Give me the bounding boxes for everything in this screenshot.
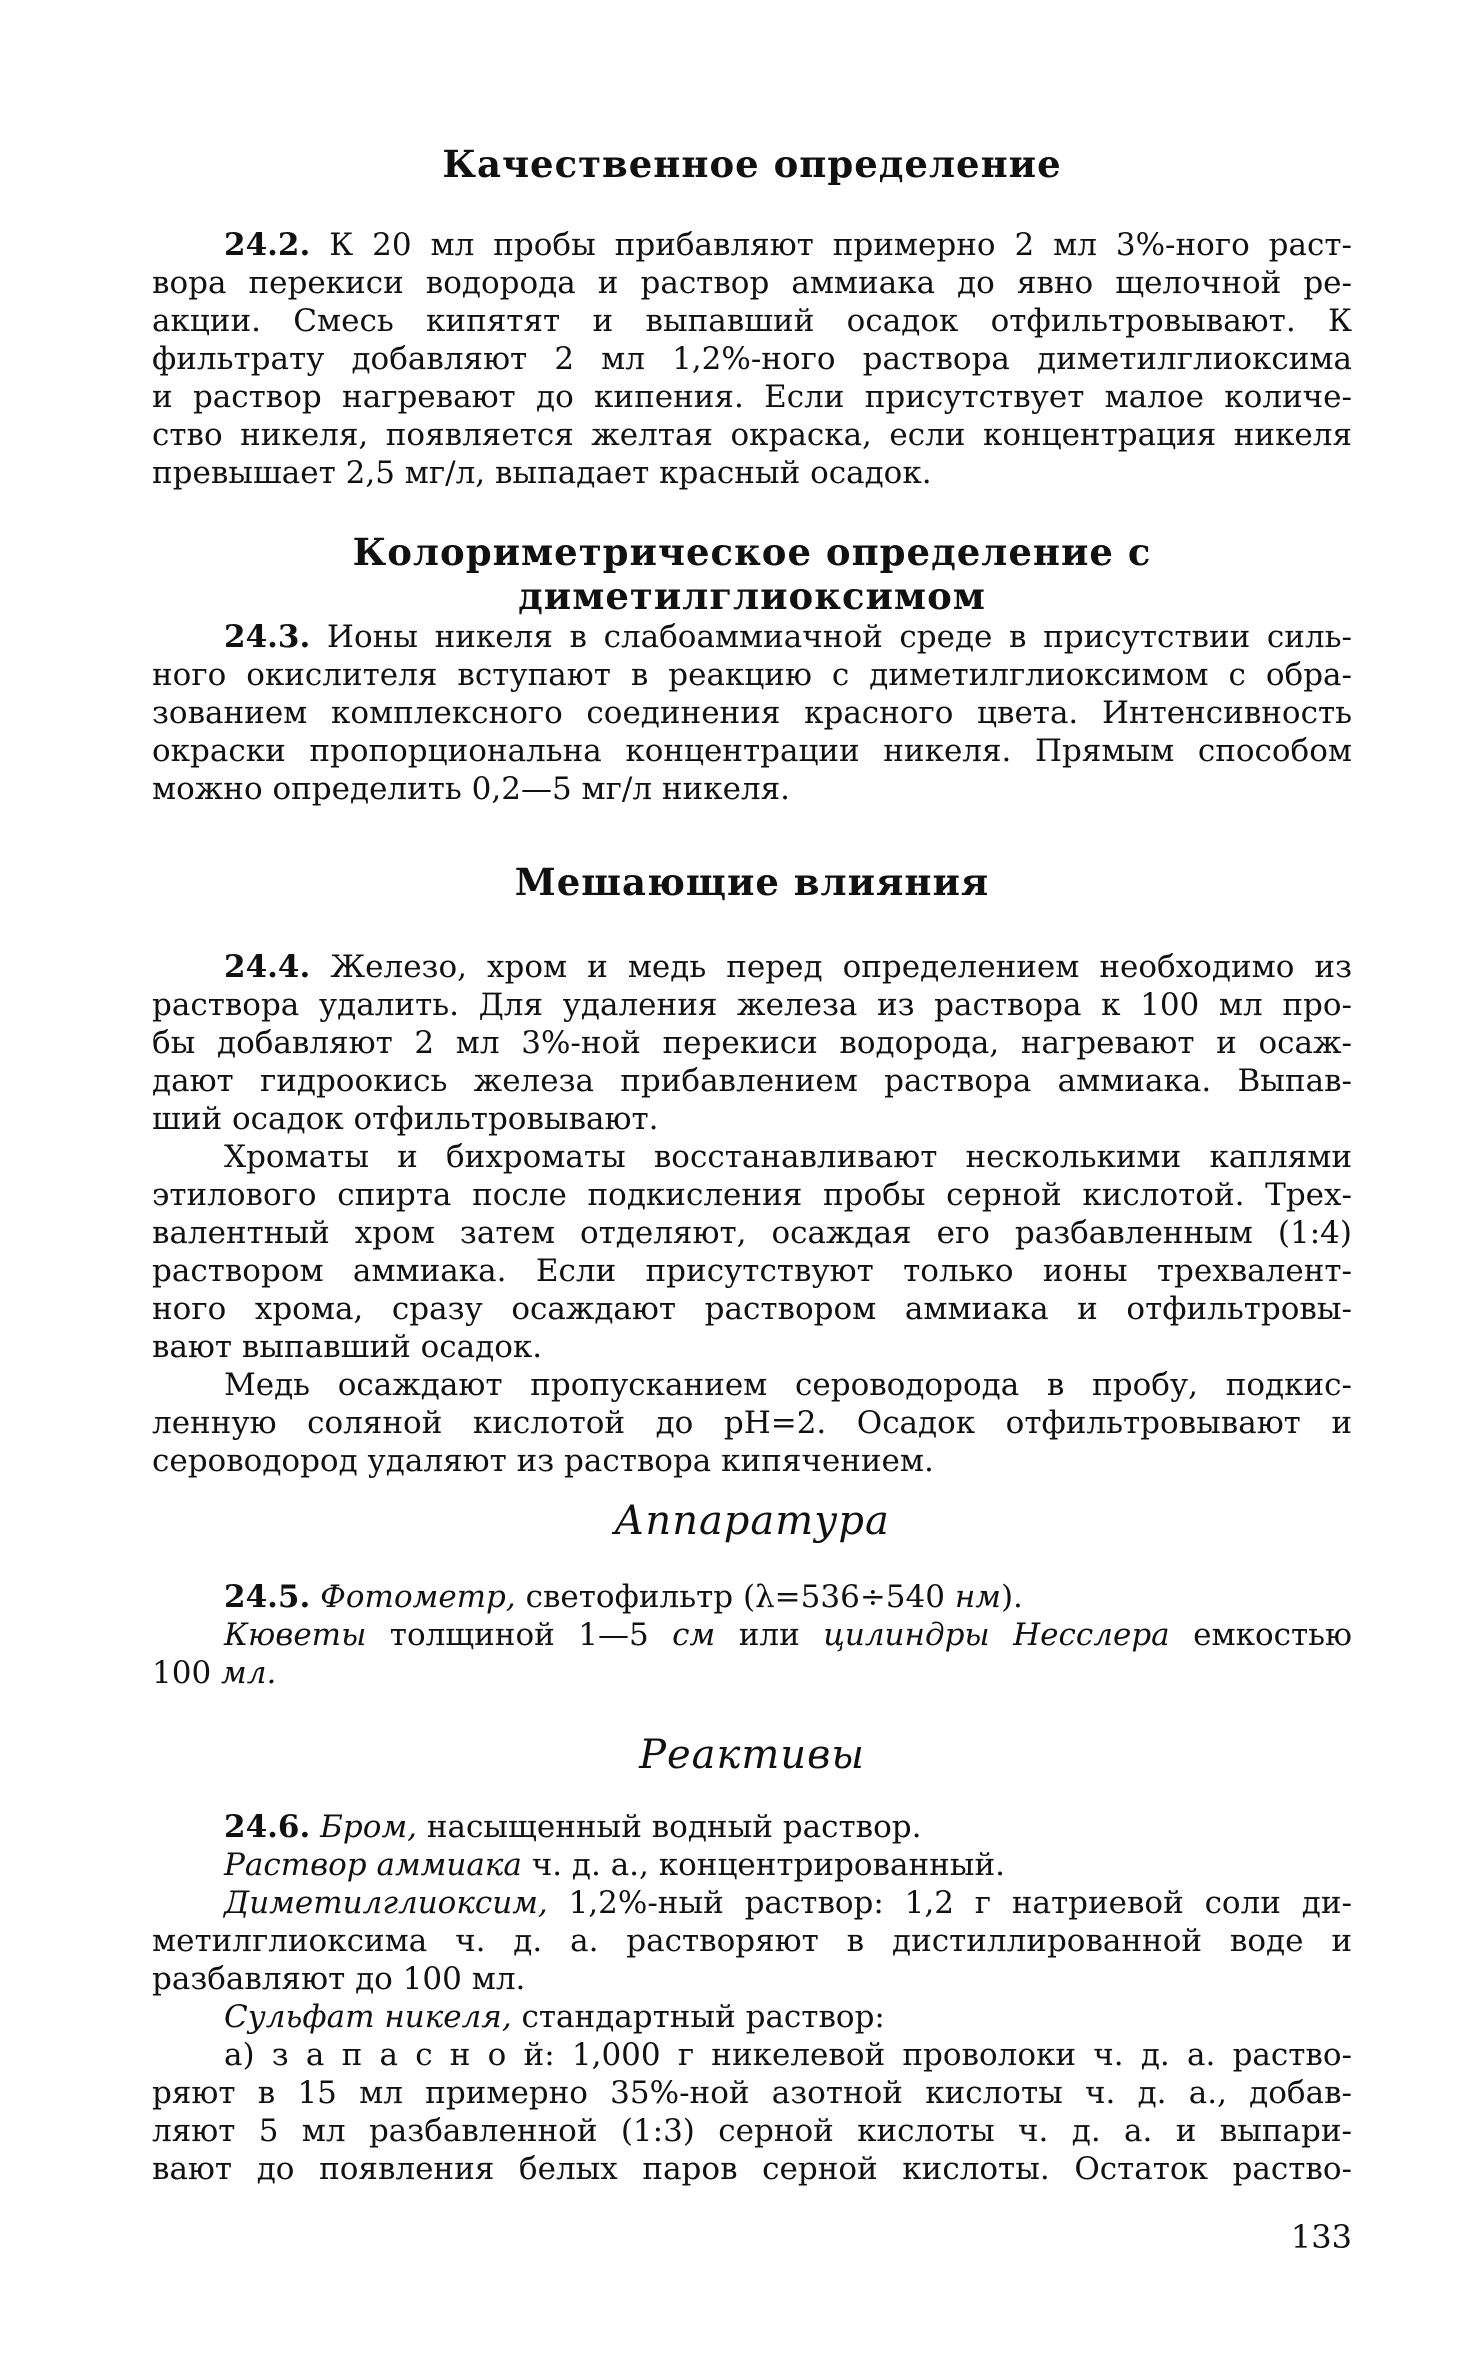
reagent-line-6 xyxy=(152,1998,1352,2036)
page-number: 133 xyxy=(1290,2218,1352,2256)
line-text: дают гидроокись железа прибавлением раствора аммиака. Выпав- xyxy=(152,1063,1352,1099)
text-line xyxy=(152,618,1352,656)
apparatus-text: светофильтр (λ=536÷540 xyxy=(515,1579,955,1615)
reagent-line-5: разбавляют до 100 мл. xyxy=(152,1961,526,1997)
text-line xyxy=(152,226,1352,264)
text-line xyxy=(152,378,1352,416)
apparatus-text: или xyxy=(715,1617,824,1653)
text-line xyxy=(152,264,1352,302)
heading-apparatus: Аппаратура xyxy=(614,1498,890,1544)
line-text: раствора удалить. Для удаления железа из раствора к 100 мл про- xyxy=(152,987,1352,1023)
line-text: ного хрома, сразу осаждают раствором аммиака и отфильтровы- xyxy=(152,1291,1352,1327)
reagent-text: 1,2%-ный раствор: 1,2 г натриевой соли ди- xyxy=(547,1885,1352,1921)
line-text: этилового спирта после подкисления пробы серной кислотой. Трех- xyxy=(152,1177,1352,1213)
text-line xyxy=(152,770,1352,808)
text-line xyxy=(152,302,1352,340)
reagent-line-3 xyxy=(152,1884,1352,1922)
text-line xyxy=(152,1176,1352,1214)
line-text: окраски пропорциональна концентрации никеля. Прямым способом xyxy=(152,733,1352,769)
paragraph-number: 24.3. xyxy=(224,619,311,655)
reagent-bromine: Бром, xyxy=(320,1809,418,1845)
text-line xyxy=(152,1442,1352,1480)
unit-cm: см xyxy=(672,1617,716,1653)
reagent-line-4: метилглиоксима ч. д. а. растворяют в дистиллированной воде и xyxy=(152,1923,1352,1959)
line-text: ший осадок отфильтровывают. xyxy=(152,1101,659,1137)
line-text: акции. Смесь кипятят и выпавший осадок отфильтровывают. К xyxy=(152,303,1352,339)
line-text: К 20 мл пробы прибавляют примерно 2 мл 3%-ного раст- xyxy=(310,227,1352,263)
line-text: фильтрату добавляют 2 мл 1,2%-ного раствора диметилглиоксима xyxy=(152,341,1352,377)
text-line xyxy=(152,1366,1352,1404)
paragraph-number: 24.4. xyxy=(224,949,311,985)
line-text: можно определить 0,2—5 мг/л никеля. xyxy=(152,771,791,807)
paragraph-number: 24.6. xyxy=(224,1809,311,1845)
line-text: и раствор нагревают до кипения. Если присутствует малое количе- xyxy=(152,379,1352,415)
text-line xyxy=(152,340,1352,378)
apparatus-text: емкостью xyxy=(1169,1617,1353,1653)
reagent-line-7: а) з а п а с н о й: 1,000 г никелевой проволоки ч. д. а. раство- xyxy=(224,2037,1352,2073)
apparatus-text-end: ). xyxy=(1000,1579,1023,1615)
unit-ml: мл. xyxy=(221,1655,277,1691)
reagent-text: ч. д. а., концентрированный. xyxy=(521,1847,1005,1883)
reagent-line-1 xyxy=(152,1808,1352,1846)
reagent-text: стандартный раствор: xyxy=(511,1999,885,2035)
text-line xyxy=(152,1328,1352,1366)
text-line xyxy=(152,454,1352,492)
text-line xyxy=(152,1214,1352,1252)
apparatus-line-2 xyxy=(152,1616,1352,1654)
apparatus-photometer: Фотометр, xyxy=(320,1579,516,1615)
apparatus-text: толщиной 1—5 xyxy=(366,1617,673,1653)
line-text: превышает 2,5 мг/л, выпадает красный осадок. xyxy=(152,455,932,491)
apparatus-line-3 xyxy=(152,1654,1352,1692)
text-line xyxy=(152,1290,1352,1328)
reagent-text: насыщенный водный раствор. xyxy=(417,1809,922,1845)
text-line xyxy=(152,1252,1352,1290)
paragraph-number: 24.2. xyxy=(224,227,311,263)
text-line xyxy=(152,1100,1352,1138)
text-line xyxy=(152,1024,1352,1062)
line-text: валентный хром затем отделяют, осаждая его разбавленным (1:4) xyxy=(152,1215,1352,1251)
heading-reagents: Реактивы xyxy=(639,1732,865,1778)
heading-colorimetric: Колориметрическое определение с диметилглиоксимом xyxy=(352,530,1152,618)
heading-interferences: Мешающие влияния xyxy=(514,860,990,904)
line-text: зованием комплексного соединения красного цвета. Интенсивность xyxy=(152,695,1352,731)
line-text: Железо, хром и медь перед определением необходимо из xyxy=(310,949,1352,985)
unit-nm: нм xyxy=(954,1579,1001,1615)
apparatus-line-1 xyxy=(152,1578,1352,1616)
heading-qualitative: Качественное определение xyxy=(442,142,1062,186)
text-line xyxy=(152,1138,1352,1176)
line-text: ство никеля, появляется желтая окраска, если концентрация никеля xyxy=(152,417,1352,453)
text-line xyxy=(152,656,1352,694)
line-text: раствором аммиака. Если присутствуют только ионы трехвалент- xyxy=(152,1253,1352,1289)
reagent-dimethylglyoxime: Диметилглиоксим, xyxy=(224,1885,548,1921)
apparatus-nessler: цилиндры Несслера xyxy=(823,1617,1170,1653)
apparatus-text: 100 xyxy=(152,1655,222,1691)
text-line xyxy=(152,694,1352,732)
reagent-line-8: ряют в 15 мл примерно 35%-ной азотной кислоты ч. д. а., добав- xyxy=(152,2075,1352,2111)
text-line xyxy=(152,416,1352,454)
line-text: ленную соляной кислотой до pH=2. Осадок отфильтровывают и xyxy=(152,1405,1352,1441)
text-line xyxy=(152,732,1352,770)
line-text: Ионы никеля в слабоаммиачной среде в присутствии силь- xyxy=(310,619,1352,655)
reagent-line-10: вают до появления белых паров серной кислоты. Остаток раство- xyxy=(152,2151,1352,2187)
line-text: сероводород удаляют из раствора кипячением. xyxy=(152,1443,934,1479)
text-line xyxy=(152,986,1352,1024)
reagent-ammonia: Раствор аммиака xyxy=(224,1847,522,1883)
text-line xyxy=(152,1404,1352,1442)
reagent-nickel-sulfate: Сульфат никеля, xyxy=(224,1999,512,2035)
reagent-line-9: ляют 5 мл разбавленной (1:3) серной кислоты ч. д. а. и выпари- xyxy=(152,2113,1352,2149)
line-text: вора перекиси водорода и раствор аммиака до явно щелочной ре- xyxy=(152,265,1352,301)
paragraph-number: 24.5. xyxy=(224,1579,311,1615)
line-text: ного окислителя вступают в реакцию с диметилглиоксимом с обра- xyxy=(152,657,1352,693)
reagent-line-2 xyxy=(152,1846,1352,1884)
line-text: Медь осаждают пропусканием сероводорода в пробу, подкис- xyxy=(224,1367,1352,1403)
line-text: вают выпавший осадок. xyxy=(152,1329,543,1365)
text-line xyxy=(152,948,1352,986)
apparatus-cuvettes: Кюветы xyxy=(224,1617,367,1653)
line-text: Хроматы и бихроматы восстанавливают несколькими каплями xyxy=(224,1139,1352,1175)
text-line xyxy=(152,1062,1352,1100)
line-text: бы добавляют 2 мл 3%-ной перекиси водорода, нагревают и осаж- xyxy=(152,1025,1352,1061)
